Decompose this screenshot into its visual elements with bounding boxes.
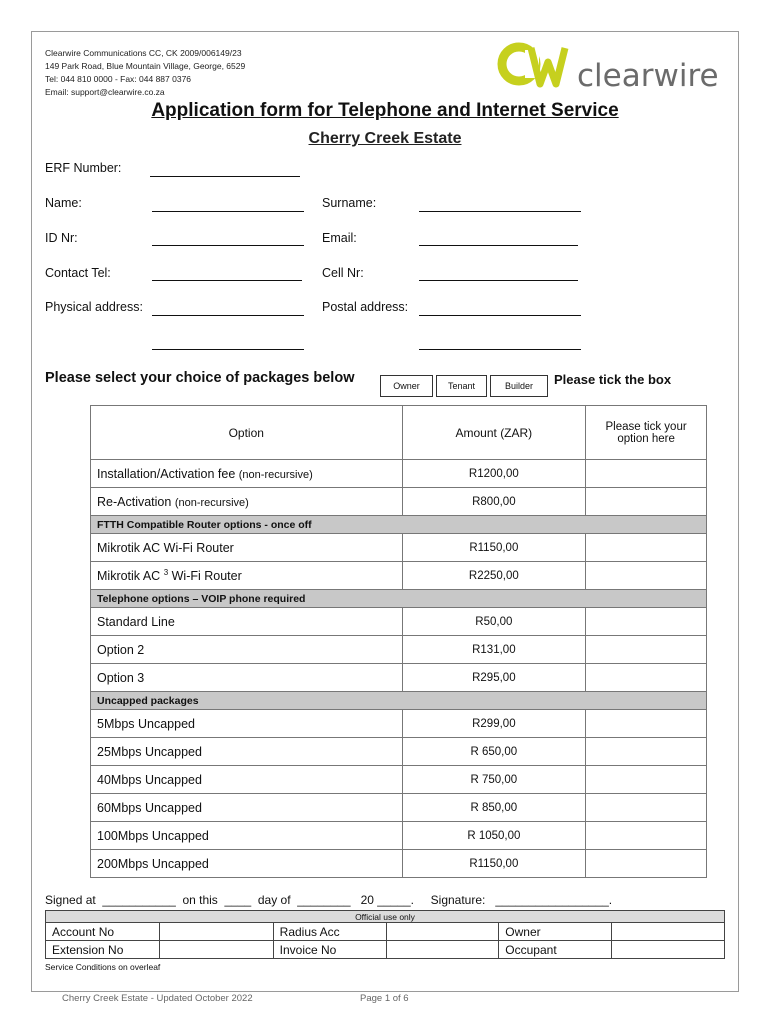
uncapped-label: 200Mbps Uncapped [91, 850, 403, 878]
official-use-heading: Official use only [46, 911, 725, 923]
email-label: Email: [322, 231, 357, 245]
company-email: Email: support@clearwire.co.za [45, 87, 165, 97]
router2-tick-cell[interactable] [586, 562, 707, 590]
surname-input[interactable] [419, 211, 581, 212]
physical-address-input-2[interactable] [152, 349, 304, 350]
phone-amount: R131,00 [402, 636, 586, 664]
signature-line: Signed at ___________ on this ____ day of ________ 20 _____. Signature: _________________. [45, 893, 613, 907]
invoice-no-label: Invoice No [273, 941, 386, 959]
amount-column-header: Amount (ZAR) [402, 406, 586, 460]
install-amount: R1200,00 [402, 460, 586, 488]
phone-section-heading: Telephone options – VOIP phone required [91, 590, 707, 608]
account-no-field[interactable] [159, 923, 273, 941]
uncapped-amount: R299,00 [402, 710, 586, 738]
router2-label-a: Mikrotik AC [97, 569, 161, 584]
table-row [91, 460, 707, 488]
footer-page-number: Page 1 of 6 [360, 993, 409, 1004]
table-row [91, 664, 707, 692]
table-row [91, 534, 707, 562]
extension-no-field[interactable] [159, 941, 273, 959]
phone-label: Standard Line [91, 608, 403, 636]
postal-address-input[interactable] [419, 315, 581, 316]
option-cell [91, 562, 403, 590]
reactivation-tick-cell[interactable] [586, 488, 707, 516]
reactivation-amount: R800,00 [402, 488, 586, 516]
table-row [91, 488, 707, 516]
option-cell [91, 488, 403, 516]
occupant-field[interactable] [612, 941, 725, 959]
uncapped-tick-cell[interactable] [586, 794, 707, 822]
builder-checkbox[interactable]: Builder [490, 375, 548, 397]
physical-address-input[interactable] [152, 315, 304, 316]
logo-wordmark: clearwire [577, 58, 719, 94]
uncapped-tick-cell[interactable] [586, 822, 707, 850]
reactivation-note: (non-recursive) [174, 496, 249, 509]
option-cell [91, 460, 403, 488]
table-row [91, 738, 707, 766]
phone-tick-cell[interactable] [586, 664, 707, 692]
uncapped-amount: R 850,00 [402, 794, 586, 822]
phone-tick-cell[interactable] [586, 608, 707, 636]
postal-address-input-2[interactable] [419, 349, 581, 350]
phone-tick-cell[interactable] [586, 636, 707, 664]
contact-tel-label: Contact Tel: [45, 266, 111, 280]
service-conditions-note: Service Conditions on overleaf [45, 962, 161, 972]
footer-document-info: Cherry Creek Estate - Updated October 2022 [62, 993, 253, 1004]
uncapped-tick-cell[interactable] [586, 738, 707, 766]
uncapped-label: 60Mbps Uncapped [91, 794, 403, 822]
official-use-table [45, 910, 725, 959]
table-row [91, 766, 707, 794]
id-input[interactable] [152, 245, 304, 246]
account-no-label: Account No [46, 923, 160, 941]
table-row [91, 850, 707, 878]
package-select-prompt: Please select your choice of packages below [45, 370, 355, 386]
table-row [91, 822, 707, 850]
router1-label: Mikrotik AC Wi-Fi Router [91, 534, 403, 562]
install-label: Installation/Activation fee [97, 466, 236, 481]
clearwire-logo [497, 40, 727, 94]
contact-tel-input[interactable] [152, 280, 302, 281]
uncapped-amount: R 650,00 [402, 738, 586, 766]
table-row [91, 608, 707, 636]
surname-label: Surname: [322, 196, 377, 210]
uncapped-amount: R 1050,00 [402, 822, 586, 850]
id-label: ID Nr: [45, 231, 78, 245]
company-address: 149 Park Road, Blue Mountain Village, George, 6529 [45, 61, 246, 71]
name-label: Name: [45, 196, 82, 210]
occupant-label: Occupant [499, 941, 612, 959]
company-registration: Clearwire Communications CC, CK 2009/006149/23 [45, 48, 242, 58]
name-input[interactable] [152, 211, 304, 212]
cell-input[interactable] [419, 280, 578, 281]
owner-checkbox[interactable]: Owner [380, 375, 433, 397]
uncapped-amount: R 750,00 [402, 766, 586, 794]
uncapped-amount: R1150,00 [402, 850, 586, 878]
owner-label: Owner [499, 923, 612, 941]
erf-input[interactable] [150, 176, 300, 177]
install-note: (non-recursive) [238, 468, 313, 481]
router-section-heading: FTTH Compatible Router options - once off [91, 516, 707, 534]
extension-no-label: Extension No [46, 941, 160, 959]
option-column-header: Option [91, 406, 403, 460]
tick-column-header: Please tick your option here [586, 406, 707, 460]
uncapped-label: 100Mbps Uncapped [91, 822, 403, 850]
router2-superscript: 3 [163, 567, 169, 577]
install-tick-cell[interactable] [586, 460, 707, 488]
router2-label-b: Wi-Fi Router [171, 569, 242, 584]
email-input[interactable] [419, 245, 578, 246]
router2-amount: R2250,00 [402, 562, 586, 590]
uncapped-label: 40Mbps Uncapped [91, 766, 403, 794]
uncapped-tick-cell[interactable] [586, 850, 707, 878]
radius-acc-label: Radius Acc [273, 923, 386, 941]
table-row [91, 562, 707, 590]
physical-address-label: Physical address: [45, 300, 143, 314]
phone-label: Option 2 [91, 636, 403, 664]
table-row [46, 941, 725, 959]
reactivation-label: Re-Activation [97, 494, 172, 509]
company-phone: Tel: 044 810 0000 - Fax: 044 887 0376 [45, 74, 192, 84]
official-header-row [46, 911, 725, 923]
uncapped-label: 25Mbps Uncapped [91, 738, 403, 766]
section-row [91, 516, 707, 534]
company-details [45, 47, 245, 99]
phone-amount: R50,00 [402, 608, 586, 636]
table-row [46, 923, 725, 941]
invoice-no-field[interactable] [386, 941, 499, 959]
owner-field[interactable] [612, 923, 725, 941]
phone-label: Option 3 [91, 664, 403, 692]
uncapped-label: 5Mbps Uncapped [91, 710, 403, 738]
uncapped-section-heading: Uncapped packages [91, 692, 707, 710]
radius-acc-field[interactable] [386, 923, 499, 941]
cell-label: Cell Nr: [322, 266, 364, 280]
router1-amount: R1150,00 [402, 534, 586, 562]
section-row [91, 692, 707, 710]
table-header-row [91, 406, 707, 460]
form-subtitle: Cherry Creek Estate [308, 130, 462, 147]
erf-label: ERF Number: [45, 161, 122, 175]
uncapped-tick-cell[interactable] [586, 766, 707, 794]
section-row [91, 590, 707, 608]
tenant-checkbox[interactable]: Tenant [436, 375, 487, 397]
packages-table [90, 405, 707, 878]
tick-box-prompt: Please tick the box [554, 372, 672, 387]
table-row [91, 636, 707, 664]
table-row [91, 794, 707, 822]
phone-amount: R295,00 [402, 664, 586, 692]
form-title: Application form for Telephone and Internet Service [151, 100, 619, 121]
table-row [91, 710, 707, 738]
router1-tick-cell[interactable] [586, 534, 707, 562]
uncapped-tick-cell[interactable] [586, 710, 707, 738]
postal-address-label: Postal address: [322, 300, 409, 314]
